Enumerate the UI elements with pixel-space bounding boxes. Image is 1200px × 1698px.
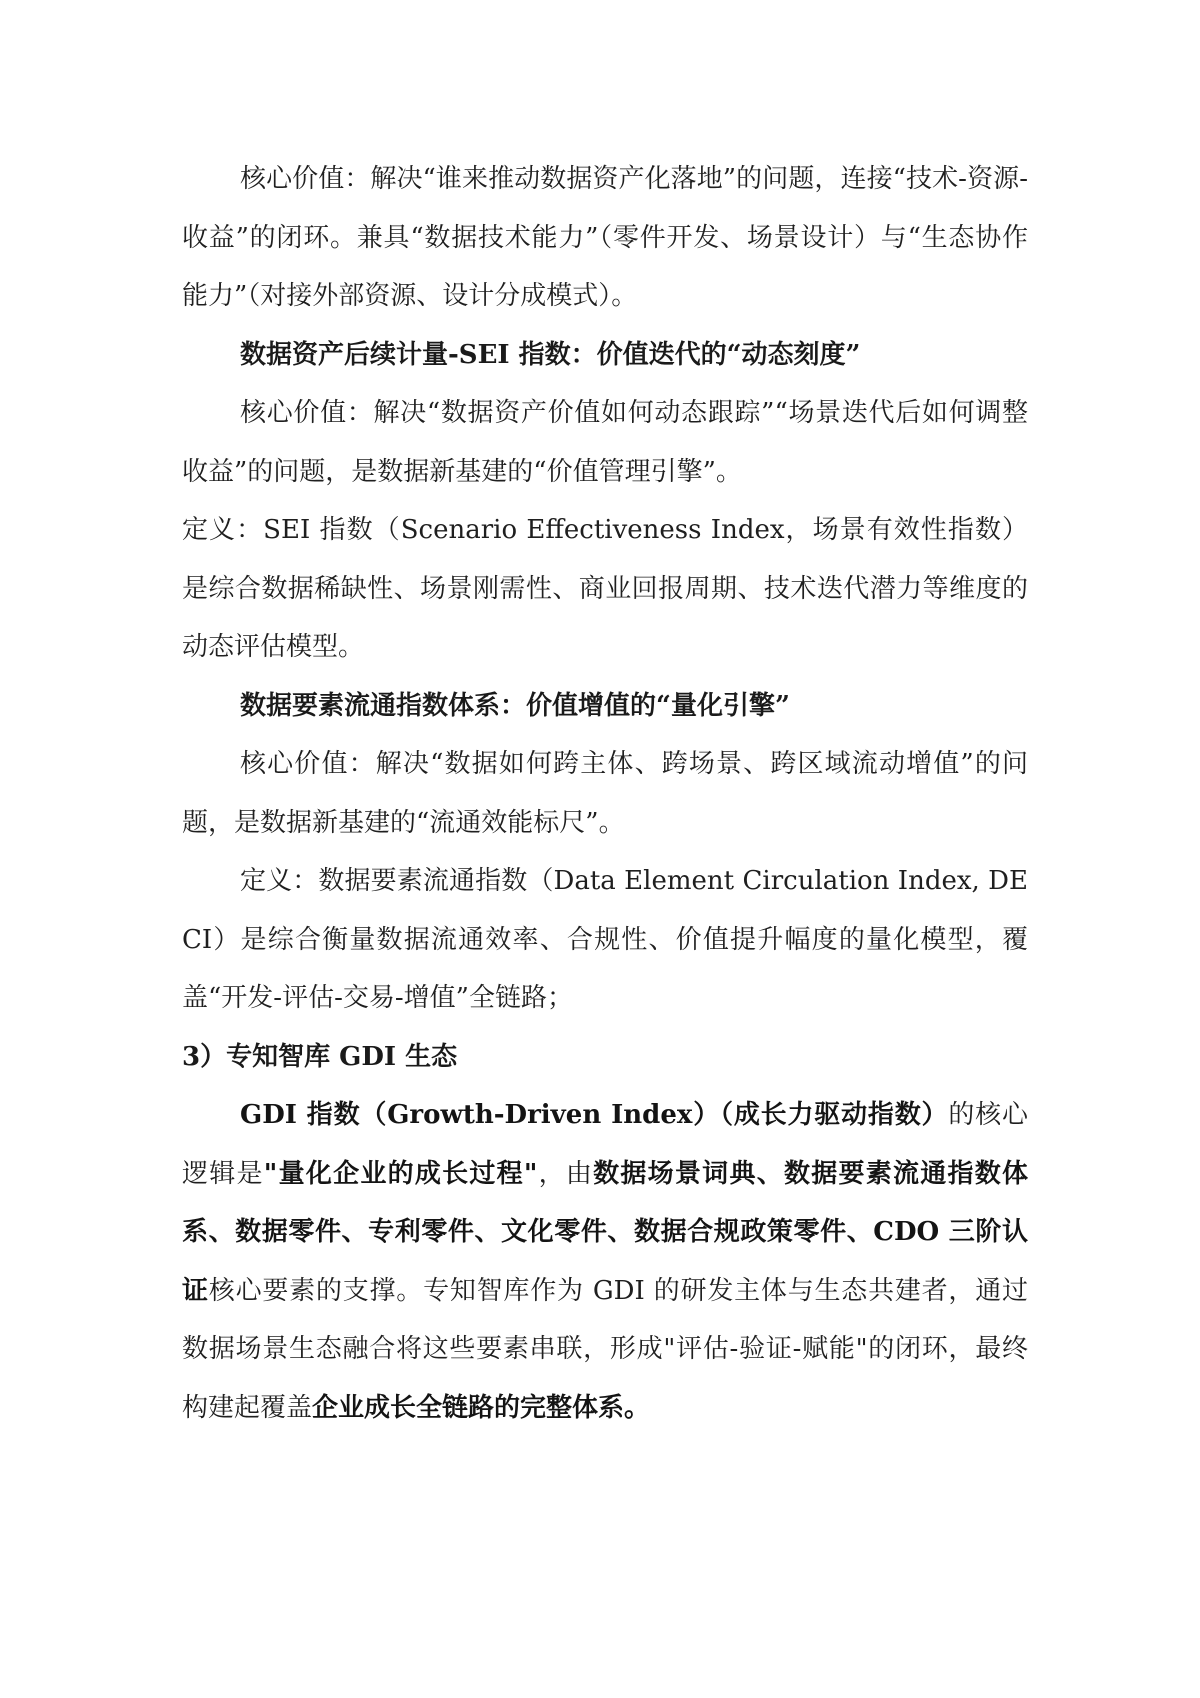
core-value-paragraph-3: 核心价值：解决“数据如何跨主体、跨场景、跨区域流动增值”的问题，是数据新基建的“流通效能标尺”。 xyxy=(182,749,1028,838)
gdi-elements-list: 数据场景词典、数据要素流通指数体系、数据零件、专利零件、文化零件、数据合规政策零件、CDO 三阶认证 xyxy=(182,1158,1028,1306)
section-heading-sei: 数据资产后续计量-SEI 指数：价值迭代的“动态刻度” xyxy=(240,339,861,370)
gdi-text-2: ，由 xyxy=(537,1158,594,1189)
core-value-paragraph-2: 核心价值：解决“数据资产价值如何动态跟踪”“场景迭代后如何调整收益”的问题，是数据新基建的“价值管理引擎”。 xyxy=(182,398,1028,487)
document-page xyxy=(182,150,1028,1437)
core-value-paragraph-1: 核心价值：解决“谁来推动数据资产化落地”的问题，连接“技术-资源-收益”的闭环。兼具“数据技术能力”（零件开发、场景设计）与“生态协作能力”（对接外部资源、设计分成模式）。 xyxy=(182,164,1028,311)
gdi-text-3: 核心要素的支撑。专知智库作为 GDI 的研发主体与生态共建者，通过数据场景生态融合将这些要素串联，形成"评估-验证-赋能"的闭环，最终构建起覆盖 xyxy=(182,1275,1028,1423)
gdi-term: GDI 指数（Growth-Driven Index）（成长力驱动指数） xyxy=(240,1100,949,1130)
gdi-emphasis-1: "量化企业的成长过程" xyxy=(263,1158,538,1189)
gdi-emphasis-2: 企业成长全链路的完整体系。 xyxy=(312,1392,651,1423)
gdi-text-1: 的核心逻辑是 xyxy=(182,1100,1028,1189)
section-heading-gdi: 3）专知智库 GDI 生态 xyxy=(182,1041,458,1072)
sei-definition-paragraph: 定义：SEI 指数（Scenario Effectiveness Index，场景有效性指数）是综合数据稀缺性、场景刚需性、商业回报周期、技术迭代潜力等维度的动态评估模型。 xyxy=(182,515,1028,662)
gdi-paragraph xyxy=(182,1086,1028,1437)
section-heading-deci: 数据要素流通指数体系：价值增值的“量化引擎” xyxy=(240,690,790,721)
deci-definition-paragraph: 定义：数据要素流通指数（Data Element Circulation Index, DECI）是综合衡量数据流通效率、合规性、价值提升幅度的量化模型，覆盖“开发-评估-交易-增值”全链路； xyxy=(182,866,1028,1013)
